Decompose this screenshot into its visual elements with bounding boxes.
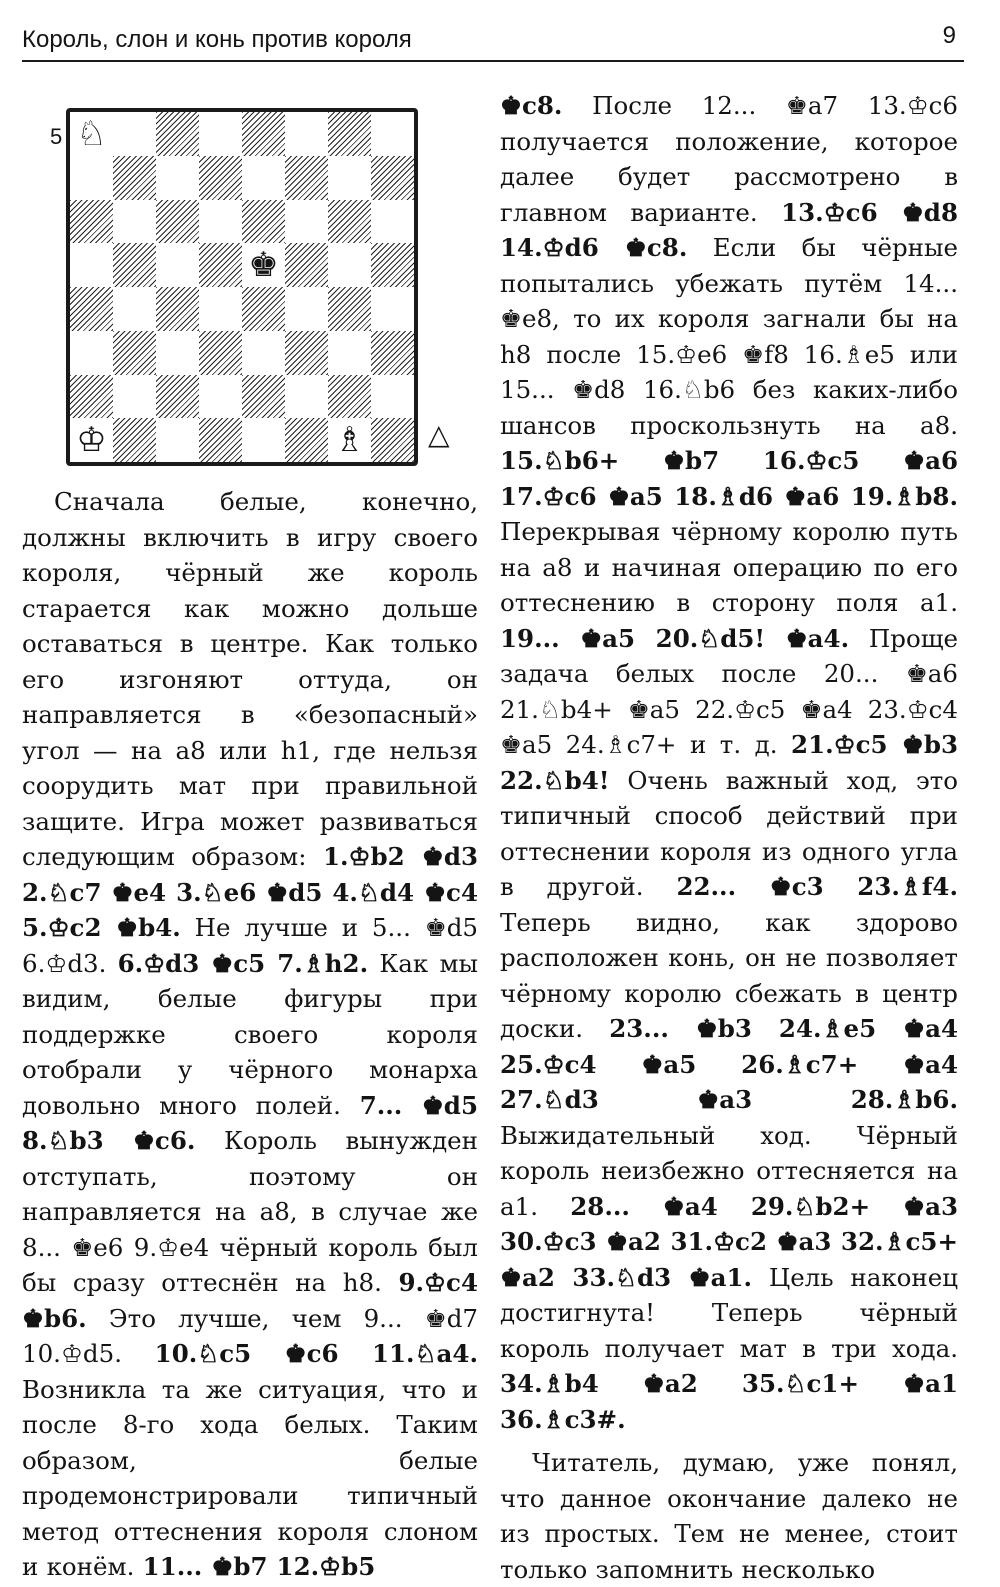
move-notation: 10.♘c5 ♚c6 11.♘a4. [154, 1339, 478, 1368]
square-g4 [328, 287, 371, 331]
square-e3 [242, 331, 285, 375]
move-notation: 22... ♚c3 23.♗f4. [676, 872, 958, 901]
square-b7 [113, 156, 156, 200]
commentary-text: Это лучше, чем 9... ♚d7 10.♔d5. [22, 1303, 478, 1368]
square-g5 [328, 243, 371, 287]
square-d2 [199, 375, 242, 419]
commentary-text: Выжидательный ход. Чёрный король неизбежно оттесняется на a1. [500, 1120, 958, 1221]
square-d6 [199, 200, 242, 244]
white-knight-a8-icon: ♘ [70, 112, 113, 156]
square-h6 [371, 200, 414, 244]
square-f1 [285, 418, 328, 462]
square-g1 [328, 418, 371, 462]
square-h8 [371, 112, 414, 156]
move-notation: 11... ♚b7 12.♔b5 [142, 1552, 376, 1581]
square-e1 [242, 418, 285, 462]
square-g2 [328, 375, 371, 419]
commentary-text: Как мы видим, белые фигуры при поддержке своего короля отобрали у чёрного монарха довольно много полей. [22, 948, 478, 1120]
square-d5 [199, 243, 242, 287]
square-e6 [242, 200, 285, 244]
black-king-e5-icon: ♚ [242, 243, 285, 287]
move-notation: 28... ♚a4 29.♘b2+ ♚a3 30.♔c3 ♚a2 31.♔c2 ♚a3 32.♗c5+ ♚a2 33.♘d3 ♚a1. [500, 1191, 958, 1292]
square-c8 [156, 112, 199, 156]
square-a3 [70, 331, 113, 375]
square-h3 [371, 331, 414, 375]
square-b1 [113, 418, 156, 462]
white-king-a1-icon: ♔ [70, 418, 113, 462]
square-a1 [70, 418, 113, 462]
square-g8 [328, 112, 371, 156]
square-e5 [242, 243, 285, 287]
square-a6 [70, 200, 113, 244]
right-text-column [500, 88, 958, 1587]
left-paragraph [22, 484, 478, 1585]
square-f5 [285, 243, 328, 287]
move-notation: ♚c8. [500, 91, 563, 120]
left-text-column [22, 484, 478, 1585]
square-d7 [199, 156, 242, 200]
commentary-text: Теперь видно, как здорово расположен конь, он не позволяет чёрному королю сбежать в центр доски. [500, 907, 958, 1043]
square-c1 [156, 418, 199, 462]
square-c7 [156, 156, 199, 200]
square-c5 [156, 243, 199, 287]
square-b4 [113, 287, 156, 331]
square-b6 [113, 200, 156, 244]
square-h1 [371, 418, 414, 462]
square-b8 [113, 112, 156, 156]
square-g3 [328, 331, 371, 375]
square-a5 [70, 243, 113, 287]
square-d3 [199, 331, 242, 375]
white-to-move-icon: △ [428, 418, 450, 451]
chess-diagram [66, 108, 420, 468]
move-notation: 23... ♚b3 24.♗e5 ♚a4 25.♔c4 ♚a5 26.♗c7+ ♚a4 27.♘d3 ♚a3 28.♗b6. [500, 1014, 958, 1114]
commentary-text: Если бы чёрные попытались убежать путём 14... ♚e8, то их короля загнали бы на h8 после 15.♔e6 ♚f8 16.♗e5 или 15... ♚d8 16.♘b6 без каких-либо шансов проскользнуть на a8. [500, 233, 958, 440]
right-paragraph-1 [500, 88, 958, 1437]
page-number: 9 [942, 22, 956, 49]
square-b5 [113, 243, 156, 287]
commentary-text: Очень важный ход, это типичный способ действий при оттеснении короля из одного угла в другой. [500, 765, 958, 901]
square-g7 [328, 156, 371, 200]
square-h2 [371, 375, 414, 419]
square-e4 [242, 287, 285, 331]
move-notation: 1.♔b2 ♚d3 2.♘c7 ♚e4 3.♘e6 ♚d5 4.♘d4 ♚c4 5.♔c2 ♚b4. [22, 842, 479, 942]
square-b3 [113, 331, 156, 375]
square-f8 [285, 112, 328, 156]
commentary-text: Король вынужден отступать, поэтому он направляется на a8, в случае же 8... ♚e6 9.♔e4 чёрный король был бы сразу оттеснён на h8. [22, 1126, 478, 1297]
square-g6 [328, 200, 371, 244]
square-e8 [242, 112, 285, 156]
square-a8 [70, 112, 113, 156]
board-squares [70, 112, 414, 462]
square-b2 [113, 375, 156, 419]
commentary-text: Возникла та же ситуация, что и после 8-го хода белых. Таким образом, белые продемонстрировали типичный метод оттеснения короля слоном и конём. [22, 1374, 478, 1581]
diagram-number: 5 [50, 124, 63, 149]
square-f6 [285, 200, 328, 244]
commentary-text: Цель наконец достигнута! Теперь чёрный король получает мат в три хода. [500, 1262, 958, 1363]
square-e7 [242, 156, 285, 200]
move-notation: 9.♔c4 ♚b6. [22, 1268, 478, 1333]
square-c6 [156, 200, 199, 244]
square-f4 [285, 287, 328, 331]
move-notation: 15.♘b6+ ♚b7 16.♔c5 ♚a6 17.♔c6 ♚a5 18.♗d6 ♚a6 19.♗b8. [500, 446, 958, 511]
running-header [22, 22, 964, 62]
commentary-text: После 12... ♚a7 13.♔c6 получается положение, которое далее будет рассмотрено в главном варианте. [500, 91, 958, 227]
square-f3 [285, 331, 328, 375]
commentary-text: Проще задача белых после 20... ♚a6 21.♘b4+ ♚a5 22.♔c5 ♚a4 23.♔c4 ♚a5 24.♗c7+ и т. д. [500, 623, 958, 759]
square-d1 [199, 418, 242, 462]
square-a2 [70, 375, 113, 419]
square-h7 [371, 156, 414, 200]
square-f7 [285, 156, 328, 200]
move-notation: 21.♔c5 ♚b3 22.♘b4! [500, 730, 958, 795]
square-f2 [285, 375, 328, 419]
square-d4 [199, 287, 242, 331]
move-notation: 19... ♚a5 20.♘d5! ♚a4. [500, 623, 850, 653]
square-c3 [156, 331, 199, 375]
square-c2 [156, 375, 199, 419]
square-h5 [371, 243, 414, 287]
square-d8 [199, 112, 242, 156]
move-notation: 6.♔d3 ♚c5 7.♗h2. [117, 948, 369, 978]
right-paragraph-2: Читатель, думаю, уже понял, что данное окончание далеко не из простых. Тем не менее, стоит только запомнить несколько [500, 1448, 958, 1584]
move-notation: 13.♔c6 ♚d8 14.♔d6 ♚c8. [500, 197, 958, 262]
commentary-text: Перекрывая чёрному королю путь на a8 и начиная операцию по его оттеснению в сторону поля a1. [500, 517, 958, 617]
square-h4 [371, 287, 414, 331]
square-e2 [242, 375, 285, 419]
move-notation: 34.♗b4 ♚a2 35.♘c1+ ♚a1 36.♗c3#. [500, 1369, 958, 1434]
commentary-text: Не лучше и 5... ♚d5 6.♔d3. [22, 913, 478, 978]
commentary-text: Сначала белые, конечно, должны включить в игру своего короля, чёрный же король старается как можно дольше оставаться в центре. Как только его изгоняют оттуда, он направляется в «безопасный» угол — на a8 или h1, где нельзя соорудить мат при правильной защите. Игра может развиваться следующим образом: [22, 487, 478, 871]
chapter-title: Король, слон и конь против короля [22, 26, 412, 53]
square-a7 [70, 156, 113, 200]
white-bishop-g1-icon: ♗ [328, 418, 371, 462]
move-notation: 7... ♚d5 8.♘b3 ♚c6. [22, 1090, 478, 1155]
square-a4 [70, 287, 113, 331]
square-c4 [156, 287, 199, 331]
